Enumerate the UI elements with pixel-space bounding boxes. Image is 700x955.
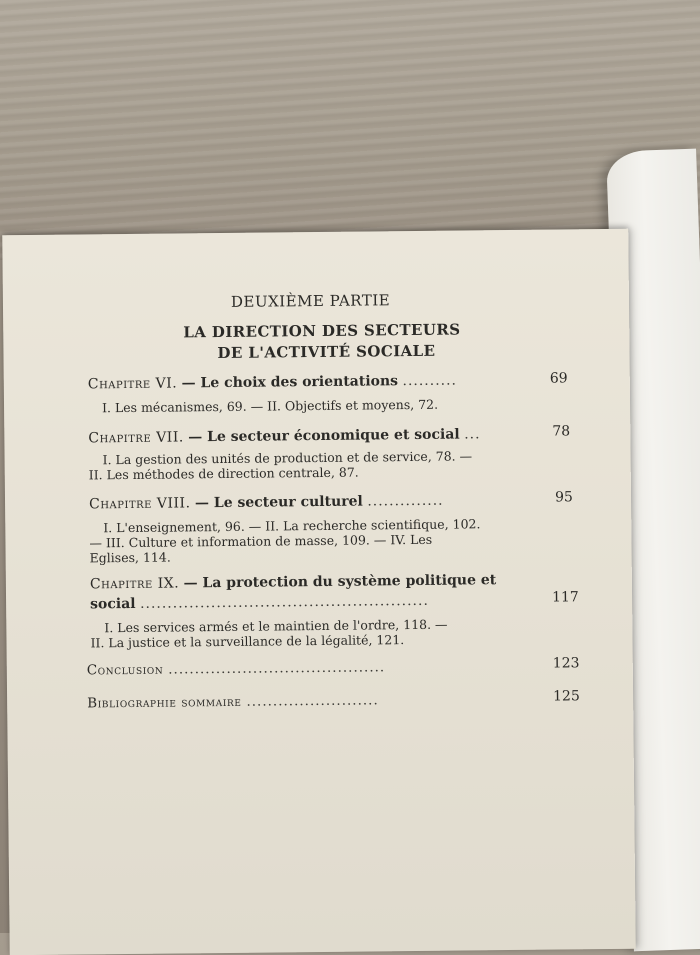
chapter-title: — Le secteur économique et social [188, 426, 460, 446]
section-title-line-2: DE L'ACTIVITÉ SOCIALE [217, 341, 436, 363]
conclusion-label: Conclusion [86, 661, 164, 679]
chapter-label: Chapitre VIII. [88, 495, 191, 513]
leader-dots: ......................... [246, 692, 379, 710]
leader-dots: ......................................... [168, 659, 386, 678]
leader-dots: .............. [367, 492, 444, 510]
chapter-title: — La protection du système politique et [183, 572, 497, 592]
page-number: 125 [553, 688, 580, 705]
leader-dots: ... [464, 426, 481, 443]
toc-entry-chapter-8 [89, 493, 444, 513]
chapter-subsections: Eglises, 114. [89, 549, 171, 566]
chapter-subsections: I. La gestion des unités de production et de service, 78. — [102, 448, 473, 468]
page-number: 117 [551, 589, 579, 606]
part-heading: DEUXIÈME PARTIE [230, 291, 391, 311]
chapter-subsections: I. Les mécanismes, 69. — II. Objectifs et moyens, 72. [101, 396, 439, 416]
chapter-label: Chapitre VI. [87, 375, 178, 393]
chapter-title-continued: social [90, 595, 136, 613]
chapter-title: — Le secteur culturel [194, 493, 363, 512]
chapter-title: — Le choix des orientations [181, 373, 399, 392]
chapter-subsections: — III. Culture et information de masse, 109. — IV. Les [89, 531, 433, 551]
book-page [2, 229, 636, 955]
toc-entry-conclusion [87, 659, 386, 678]
page-number: 69 [549, 370, 568, 387]
page-number: 123 [552, 655, 580, 672]
bibliography-label: Bibliographie sommaire [87, 693, 242, 712]
chapter-subsections: I. Les services armés et le maintien de l'ordre, 118. — [104, 616, 448, 636]
section-title-line-1: LA DIRECTION DES SECTEURS [183, 320, 461, 342]
chapter-subsections: I. L'enseignement, 96. — II. La recherche scientifique, 102. [103, 516, 481, 536]
chapter-subsections: II. Les méthodes de direction centrale, 87. [88, 464, 359, 483]
toc-entry-chapter-7 [88, 426, 480, 446]
leader-dots: ..................................................... [139, 592, 429, 612]
page-number: 95 [554, 489, 573, 506]
toc-entry-chapter-9 [90, 572, 496, 592]
chapter-label: Chapitre VII. [88, 429, 184, 447]
toc-entry-bibliography [87, 692, 379, 711]
toc-entry-chapter-6 [88, 373, 457, 393]
chapter-subsections: II. La justice et la surveillance de la légalité, 121. [90, 632, 405, 651]
wooden-table-background [0, 0, 700, 260]
chapter-label: Chapitre IX. [89, 575, 180, 593]
leader-dots: .......... [402, 372, 458, 390]
toc-entry-chapter-9-continued [90, 593, 429, 613]
page-number: 78 [552, 423, 571, 440]
